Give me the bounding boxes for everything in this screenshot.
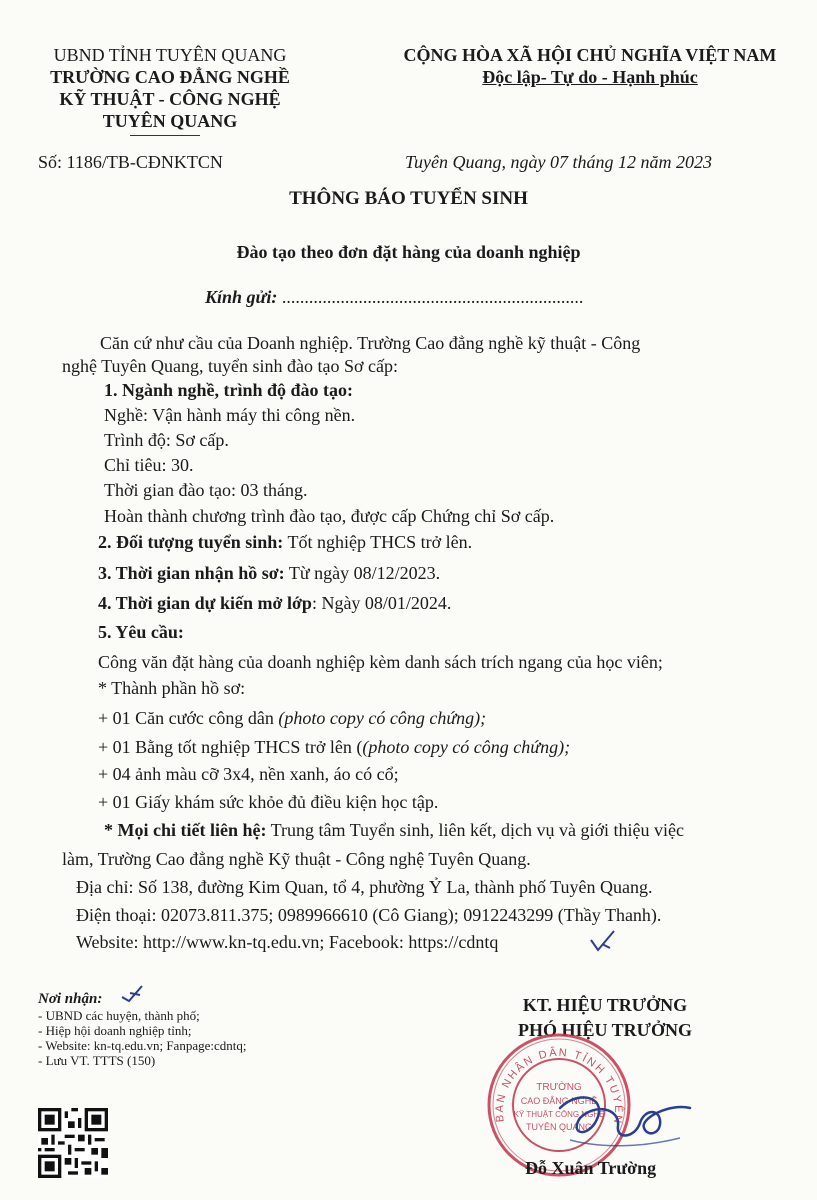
section5-item2-text: + 01 Bằng tốt nghiệp THCS trở lên ( — [98, 737, 363, 757]
seal-text-3: KỸ THUẬT CÔNG NGHỆ — [513, 1110, 605, 1119]
section5-item4: + 01 Giấy khám sức khỏe đủ điều kiện học tập. — [98, 792, 439, 812]
section1-heading: 1. Ngành nghề, trình độ đào tạo: — [104, 380, 354, 400]
national-motto: Độc lập- Tự do - Hạnh phúc — [482, 67, 698, 87]
section5-item2 — [98, 737, 570, 757]
doc-title: THÔNG BÁO TUYỂN SINH — [289, 188, 528, 209]
section5-item1 — [98, 708, 486, 728]
issuer-authority: UBND TỈNH TUYÊN QUANG — [53, 45, 287, 65]
doc-date: Tuyên Quang, ngày 07 tháng 12 năm 2023 — [405, 152, 712, 172]
recipients-label: Nơi nhận: — [38, 991, 103, 1007]
salutation-label: Kính gửi: — [205, 287, 278, 307]
section1-item: Trình độ: Sơ cấp. — [104, 430, 229, 450]
contact-text1: Trung tâm Tuyển sinh, liên kết, dịch vụ và giới thiệu việc — [266, 820, 684, 840]
section5-line2: * Thành phần hồ sơ: — [98, 678, 246, 698]
intro-line2: nghệ Tuyên Quang, tuyển sinh đào tạo Sơ cấp: — [62, 356, 398, 376]
section5-item1-note: (photo copy có công chứng); — [278, 708, 487, 728]
section2-text: Tốt nghiệp THCS trở lên. — [283, 532, 473, 552]
contact-web: Website: http://www.kn-tq.edu.vn; Facebook: https://cdntq — [76, 932, 499, 952]
section1-item: Nghề: Vận hành máy thi công nền. — [104, 405, 356, 425]
section1-item: Chỉ tiêu: 30. — [104, 455, 194, 475]
section3-text: Từ ngày 08/12/2023. — [284, 563, 441, 583]
contact-text2: làm, Trường Cao đẳng nghề Kỹ thuật - Công nghệ Tuyên Quang. — [62, 849, 531, 869]
issuer-underline — [130, 135, 200, 136]
recipient-item: - UBND các huyện, thành phố; — [38, 1008, 200, 1023]
issuer-name-line2: KỸ THUẬT - CÔNG NGHỆ — [59, 89, 281, 109]
national-title: CỘNG HÒA XÃ HỘI CHỦ NGHĨA VIỆT NAM — [403, 45, 777, 65]
section5-item1-text: + 01 Căn cước công dân — [98, 708, 279, 728]
seal-text-1: TRƯỜNG — [536, 1082, 582, 1093]
qr-code-icon — [38, 1108, 108, 1178]
signer-name: Đỗ Xuân Trường — [525, 1158, 657, 1178]
recipient-item: - Website: kn-tq.edu.vn; Fanpage:cdntq; — [38, 1038, 247, 1053]
qr-code — [38, 1108, 108, 1183]
recipient-mark-icon — [120, 983, 146, 1008]
seal-text-4: TUYÊN QUANG — [525, 1122, 593, 1132]
recipient-item: - Lưu VT. TTTS (150) — [38, 1053, 156, 1068]
section4-heading: 4. Thời gian dự kiến mở lớp — [98, 593, 312, 613]
section5-item3: + 04 ảnh màu cỡ 3x4, nền xanh, áo có cổ; — [98, 764, 399, 784]
contact-heading: * Mọi chi tiết liên hệ: — [104, 820, 267, 840]
section5-heading: 5. Yêu cầu: — [98, 622, 184, 642]
signature-scribble-icon — [540, 1078, 700, 1158]
section3-heading: 3. Thời gian nhận hồ sơ: — [98, 563, 285, 583]
doc-number: Số: 1186/TB-CĐNKTCN — [38, 152, 223, 172]
salutation-dots: ................................................................... — [281, 287, 584, 307]
section3 — [98, 563, 440, 583]
section2 — [98, 532, 472, 552]
handwritten-signature — [540, 1078, 700, 1163]
seal-text-2: CAO ĐẲNG NGHỀ — [520, 1096, 598, 1106]
intro-line1: Căn cứ như cầu của Doanh nghiệp. Trường Cao đẳng nghề kỹ thuật - Công — [100, 333, 641, 353]
section1-item: Hoàn thành chương trình đào tạo, được cấp Chứng chỉ Sơ cấp. — [104, 506, 555, 526]
initial-mark-icon — [588, 928, 618, 961]
signature-role2: PHÓ HIỆU TRƯỞNG — [517, 1020, 692, 1040]
doc-subtitle: Đào tạo theo đơn đặt hàng của doanh nghiệp — [236, 242, 581, 262]
section2-heading: 2. Đối tượng tuyển sinh: — [98, 532, 284, 552]
seal-ring-text: BAN NHÂN DÂN TỈNH TUYÊN — [493, 1046, 625, 1126]
contact-heading-line — [104, 820, 684, 840]
contact-phone: Điện thoại: 02073.811.375; 0989966610 (Cô Giang); 0912243299 (Thầy Thanh). — [76, 905, 662, 925]
contact-address: Địa chỉ: Số 138, đường Kim Quan, tổ 4, phường Ỷ La, thành phố Tuyên Quang. — [76, 877, 653, 897]
recipient-item: - Hiệp hội doanh nghiệp tỉnh; — [38, 1023, 192, 1038]
section4-text: : Ngày 08/01/2024. — [311, 593, 452, 613]
signature-role1: KT. HIỆU TRƯỞNG — [522, 995, 688, 1015]
section1-item: Thời gian đào tạo: 03 tháng. — [104, 480, 308, 500]
issuer-name-line3: TUYÊN QUANG — [102, 111, 238, 131]
issuer-name-line1: TRƯỜNG CAO ĐẲNG NGHỀ — [50, 67, 290, 87]
salutation — [205, 287, 583, 307]
section4 — [98, 593, 451, 613]
national-motto-block — [370, 44, 810, 88]
issuer-block — [20, 44, 320, 132]
section5-item2-note: (photo copy có công chứng); — [362, 737, 571, 757]
section5-line1: Công văn đặt hàng của doanh nghiệp kèm danh sách trích ngang của học viên; — [98, 652, 663, 672]
